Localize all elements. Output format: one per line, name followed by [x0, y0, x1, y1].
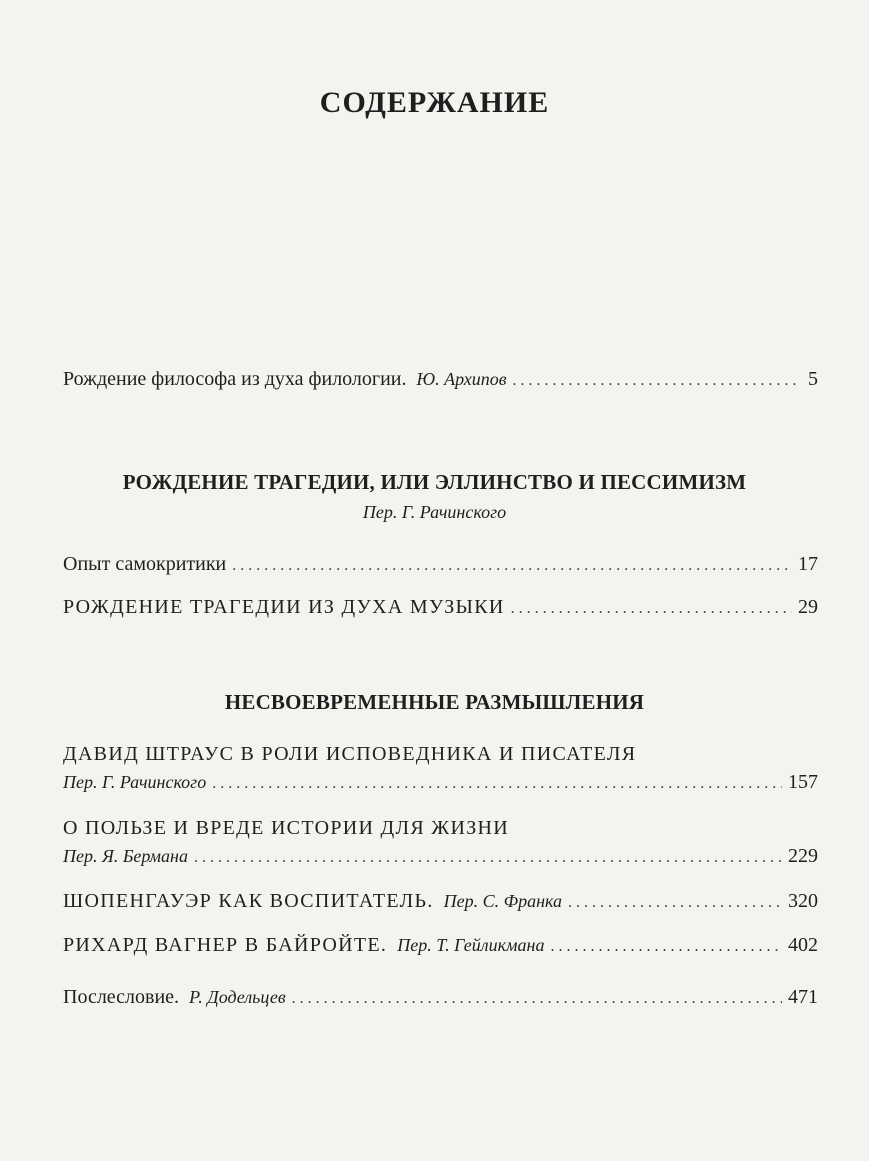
- dot-leader: [194, 849, 782, 867]
- toc-entry-author: Р. Додельцев: [189, 987, 286, 1007]
- toc-entry-translator: Пер. Т. Гейликмана: [397, 935, 545, 955]
- toc-entry-translator: Пер. С. Франка: [443, 891, 562, 911]
- toc-entry-translator: Пер. Я. Бермана: [63, 846, 188, 866]
- toc-entry-title: О ПОЛЬЗЕ И ВРЕДЕ ИСТОРИИ ДЛЯ ЖИЗНИ: [63, 817, 510, 839]
- dot-leader: [511, 600, 792, 618]
- toc-entry-title: РОЖДЕНИЕ ТРАГЕДИИ ИЗ ДУХА МУЗЫКИ: [63, 596, 505, 618]
- dot-leader: [292, 990, 782, 1008]
- toc-entry-author: Ю. Архипов: [416, 369, 507, 389]
- toc-entry-translator: Пер. Г. Рачинского: [63, 772, 207, 792]
- toc-page-number: 157: [788, 771, 818, 793]
- toc-entry-afterword: [63, 986, 818, 1014]
- toc-entry-title: Послесловие.: [63, 986, 180, 1008]
- dot-leader: [232, 557, 792, 575]
- toc-entry-wagner: [63, 934, 818, 962]
- dot-leader: [568, 894, 782, 912]
- section-title-untimely-meditations: НЕСВОЕВРЕМЕННЫЕ РАЗМЫШЛЕНИЯ: [224, 690, 645, 714]
- toc-entry-title: ШОПЕНГАУЭР КАК ВОСПИТАТЕЛЬ.: [63, 890, 434, 912]
- page-title: СОДЕРЖАНИЕ: [319, 86, 550, 119]
- toc-page-number: 320: [788, 890, 818, 912]
- toc-page-number: 29: [798, 596, 818, 618]
- toc-entry-title: Рождение философа из духа филологии.: [63, 368, 407, 390]
- toc-page-number: 471: [788, 986, 818, 1008]
- toc-entry-strauss: [63, 743, 818, 799]
- dot-leader: [513, 372, 796, 390]
- toc-entry-schopenhauer: [63, 890, 818, 918]
- toc-entry-intro: [63, 368, 818, 396]
- toc-page-number: 5: [808, 368, 818, 390]
- section-translator: Пер. Г. Рачинского: [362, 502, 507, 522]
- toc-entry-self-criticism: [63, 553, 818, 581]
- toc-entry-history: [63, 817, 818, 873]
- toc-entry-title: РИХАРД ВАГНЕР В БАЙРОЙТЕ.: [63, 934, 388, 956]
- toc-entry-birth-of-tragedy: [63, 596, 818, 624]
- toc-entry-title: Опыт самокритики: [63, 553, 227, 575]
- toc-page-number: 17: [798, 553, 818, 575]
- section-title-birth-of-tragedy: РОЖДЕНИЕ ТРАГЕДИИ, ИЛИ ЭЛЛИНСТВО И ПЕССИМИЗМ: [122, 470, 747, 494]
- toc-page-number: 229: [788, 845, 818, 867]
- toc-page-number: 402: [788, 934, 818, 956]
- toc-entry-title: ДАВИД ШТРАУС В РОЛИ ИСПОВЕДНИКА И ПИСАТЕЛЯ: [63, 743, 637, 765]
- dot-leader: [550, 938, 782, 956]
- dot-leader: [212, 775, 782, 793]
